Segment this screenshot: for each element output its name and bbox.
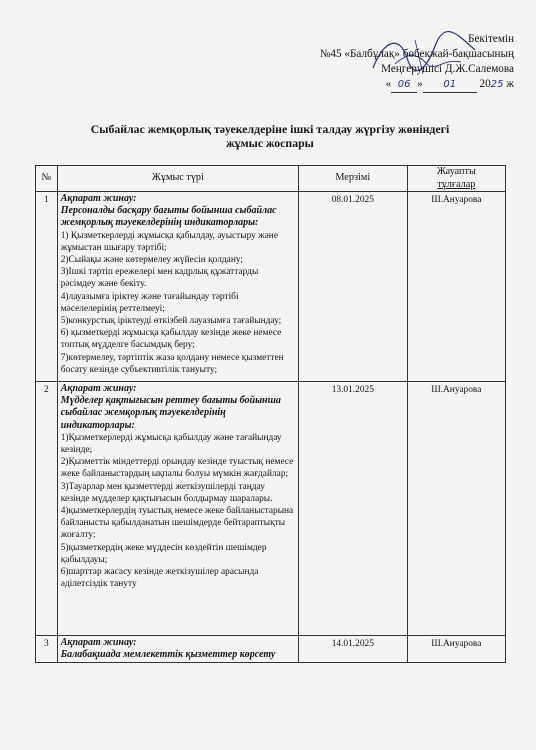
- list-item: 7)көтермелеу, тәртіптік жаза қолдану немесе қызметтен босату кезінде субъективтілік тануыту;: [60, 352, 284, 375]
- work-plan-table: [35, 165, 506, 663]
- date-month: 01: [443, 79, 457, 90]
- document-title: [50, 122, 490, 150]
- header-responsible: [407, 166, 505, 192]
- row-heading: Ақпарат жинау:: [60, 383, 137, 394]
- table-row: [36, 192, 506, 382]
- row-deadline: 08.01.2025: [298, 192, 407, 382]
- date-year: 25: [490, 79, 504, 90]
- header-number: №: [36, 166, 58, 192]
- list-item: 5)конкурстық іріктеуді өткізбей лауазымға тағайындау;: [60, 316, 282, 327]
- row-number: 3: [36, 636, 58, 663]
- list-item: 3)Ішкі тәртіп ережелері мен кадрлық құжаттарды рәсімдеу және бекіту.: [60, 267, 259, 290]
- list-item: 1) Қызметкерлерді жұмысқа қабылдау, ауыстыру және жұмыстан шығару тәртібі;: [60, 230, 278, 253]
- date-open-quote: «: [385, 78, 392, 90]
- row-subheading: Персоналды басқару бағыты бойынша сыбайлас жемқорлық тәуекелдерінің индикаторлары:: [60, 205, 277, 229]
- title-line-2: жұмыс жоспары: [226, 136, 314, 150]
- list-item: 2)Сыйақы және көтермелеу жүйесін қолдану;: [60, 255, 244, 266]
- table-row: [36, 382, 506, 636]
- list-item: 5)қызметкердің жеке мүддесін көздейтін шешімдер қабылдауы;: [60, 542, 267, 565]
- approval-title: Бекітемін: [468, 33, 514, 45]
- row-number: 1: [36, 192, 58, 382]
- approval-organization: №45 «Балбұлақ» бөбекжай-бақшасының: [319, 48, 514, 60]
- row-work-cell: [57, 636, 298, 663]
- list-item: 3)Тауарлар мен қызметтерді жеткізушілерді таңдау кезінде мүдделер қақтығысын болдырмау шаралары.: [60, 481, 273, 504]
- header-responsible-line2: тұлғалар: [437, 178, 476, 190]
- row-deadline: 13.01.2025: [298, 382, 407, 636]
- date-day: 06: [397, 79, 411, 90]
- approval-date: [254, 77, 514, 93]
- row-heading: Ақпарат жинау:: [60, 637, 137, 648]
- approval-head-name: Меңгерушісі Д.Ж.Салемова: [381, 63, 514, 75]
- date-year-prefix: 20: [479, 78, 491, 90]
- approval-block: [254, 32, 514, 93]
- row-subheading: Балабақшада мемлекеттік қызметтер көрсету: [60, 649, 276, 661]
- header-deadline: Мерзімі: [298, 166, 407, 192]
- list-item: 2)Қызметтік міндеттерді орындау кезінде туыстық немесе жеке байланыстардың ықпалы болуы мүмкін жағдайлар;: [60, 457, 294, 480]
- list-item: 4)лауазымға іріктеу және тағайындау тәртібі мәселелерінің реттелмеуі;: [60, 291, 239, 314]
- list-item: 6)шарттар жасасу кезінде жеткізушілер арасында әділетсіздік тануту: [60, 567, 259, 590]
- list-item: 1)Қызметкерлерді жұмысқа қабылдау және тағайындау кезінде;: [60, 432, 282, 456]
- date-close-quote: »: [417, 78, 423, 90]
- row-number: 2: [36, 382, 58, 636]
- row-heading: Ақпарат жинау:: [60, 193, 137, 204]
- table-header-row: [36, 166, 506, 192]
- row-subheading: Мүдделер қақтығысын реттеу бағыты бойынша сыбайлас жемқорлық тәуекелдерінің индикаторлары:: [60, 395, 281, 431]
- table-row: [36, 636, 506, 663]
- row-deadline: 14.01.2025: [298, 636, 407, 663]
- list-item: 4)қызметкерлердің туыстық немесе жеке байланыстарына байланысты қабылданатын шешімдерде бейтараптықты жоғалту;: [60, 506, 294, 541]
- date-suffix: ж: [506, 78, 514, 90]
- title-line-1: Сыбайлас жемқорлық тәуекелдеріне ішкі талдау жүргізу жөніндегі: [90, 122, 450, 136]
- header-responsible-line1: Жауапты: [436, 166, 476, 178]
- row-work-cell: [57, 382, 298, 636]
- header-work-type: Жұмыс түрі: [57, 166, 298, 192]
- list-item: 6) қызметкерді жұмысқа қабылдау кезінде жеке немесе топтық мүдделге басымдық беру;: [60, 328, 282, 351]
- row-responsible: Ш.Ануарова: [407, 192, 505, 382]
- row-work-cell: [57, 192, 298, 382]
- row-responsible: Ш.Ануарова: [407, 636, 505, 663]
- row-responsible: Ш.Ануарова: [407, 382, 505, 636]
